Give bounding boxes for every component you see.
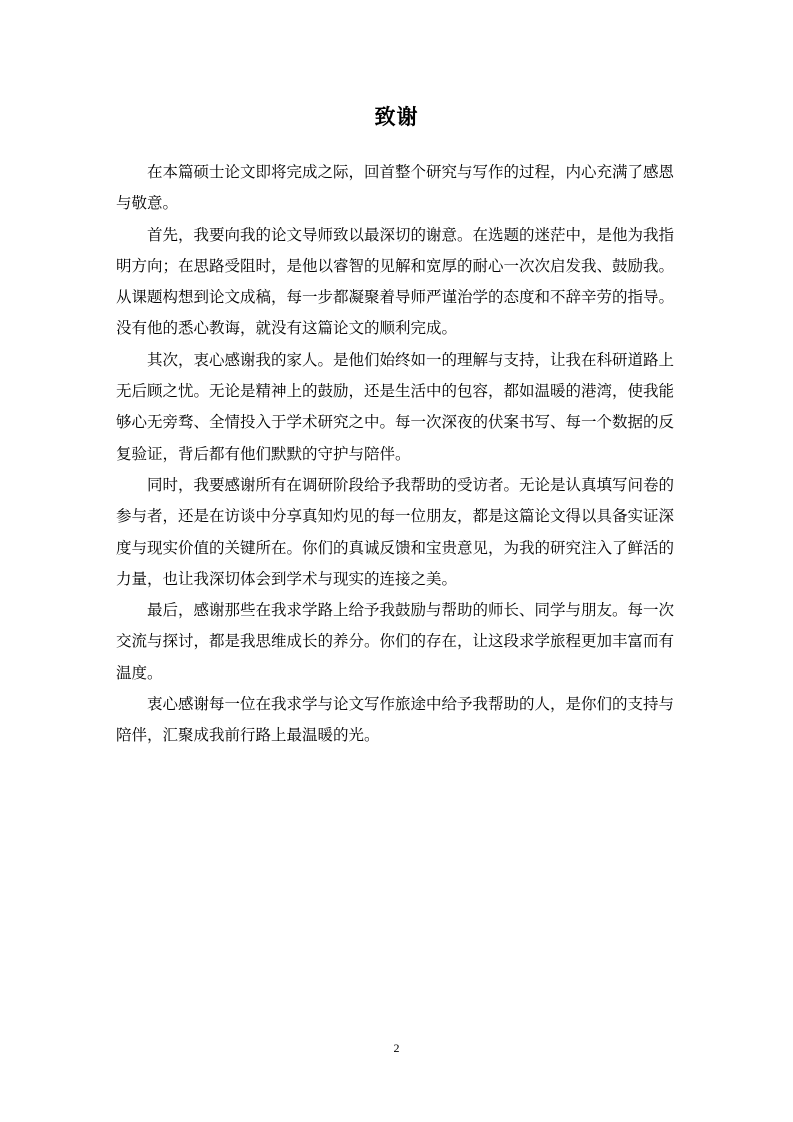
paragraph-friends: 最后，感谢那些在我求学路上给予我鼓励与帮助的师长、同学与朋友。每一次交流与探讨，都是我思维成长的养分。你们的存在，让这段求学旅程更加丰富而有温度。 <box>116 601 675 682</box>
paragraph-closing: 衷心感谢每一位在我求学与论文写作旅途中给予我帮助的人，是你们的支持与陪伴，汇聚成我前行路上最温暖的光。 <box>116 695 675 745</box>
page-number: 2 <box>393 1041 400 1055</box>
page-title: 致谢 <box>374 105 419 129</box>
paragraph-participants: 同时，我要感谢所有在调研阶段给予我帮助的受访者。无论是认真填写问卷的参与者，还是在访谈中分享真知灼见的每一位朋友，都是这篇论文得以具备实证深度与现实价值的关键所在。你们的真诚反馈和宝贵意见，为我的研究注入了鲜活的力量，也让我深切体会到学术与现实的连接之美。 <box>116 475 675 588</box>
paragraph-advisor: 首先，我要向我的论文导师致以最深切的谢意。在选题的迷茫中，是他为我指明方向；在思路受阻时，是他以睿智的见解和宽厚的耐心一次次启发我、鼓励我。从课题构想到论文成稿，每一步都凝聚着导师严谨治学的态度和不辞辛劳的指导。没有他的悉心教诲，就没有这篇论文的顺利完成。 <box>116 225 675 338</box>
paragraph-intro: 在本篇硕士论文即将完成之际，回首整个研究与写作的过程，内心充满了感恩与敬意。 <box>116 163 675 213</box>
body-text <box>116 157 674 752</box>
paragraph-family: 其次，衷心感谢我的家人。是他们始终如一的理解与支持，让我在科研道路上无后顾之忧。无论是精神上的鼓励，还是生活中的包容，都如温暖的港湾，使我能够心无旁骛、全情投入于学术研究之中。每一次深夜的伏案书写、每一个数据的反复验证，背后都有他们默默的守护与陪伴。 <box>116 350 675 463</box>
